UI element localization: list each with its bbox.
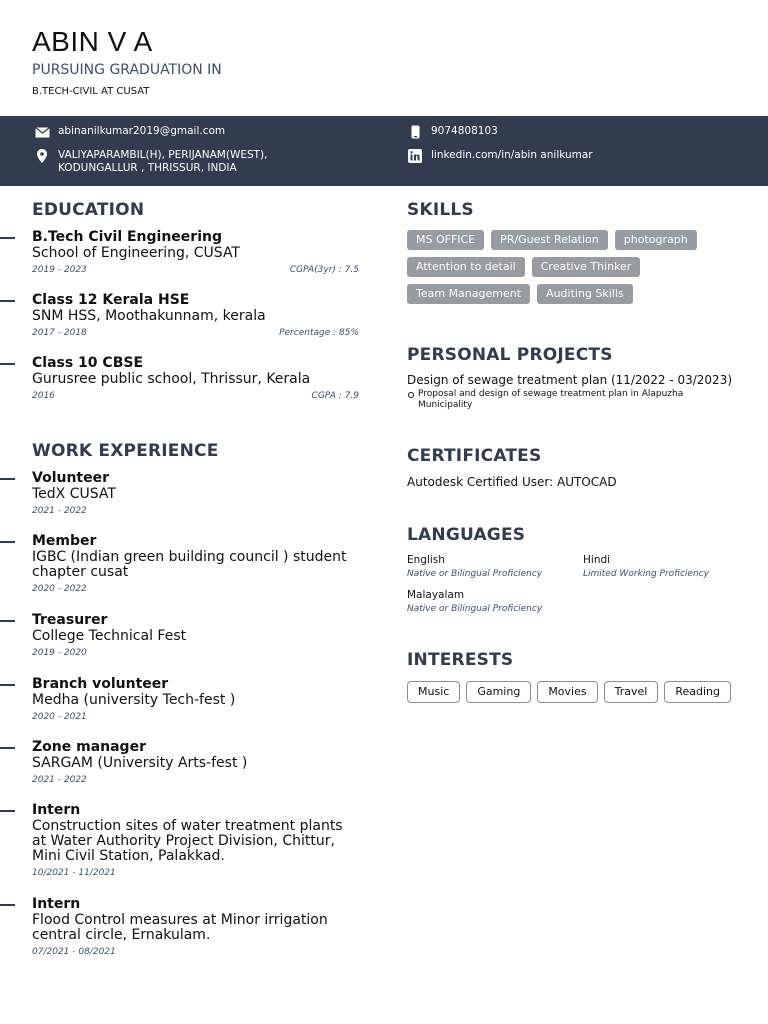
interests-heading: INTERESTS (407, 650, 514, 670)
education-grade: Percentage : 85% (279, 328, 359, 338)
work-item (32, 739, 359, 785)
timeline-marker (0, 620, 15, 622)
address-line-2: KODUNGALLUR , THRISSUR, INDIA (58, 162, 237, 174)
work-org: IGBC (Indian green building council ) student chapter cusat (32, 549, 347, 580)
work-org: Flood Control measures at Minor irrigation central circle, Ernakulam. (32, 912, 328, 943)
language-item (407, 589, 542, 614)
skill-tag: Creative Thinker (532, 257, 641, 277)
timeline-marker (0, 684, 15, 686)
work-dates-text: 07/2021 - 08/2021 (32, 947, 116, 957)
certificate-item: Autodesk Certified User: AUTOCAD (407, 475, 617, 489)
timeline-marker (0, 747, 15, 749)
work-role: Volunteer (32, 470, 110, 486)
contact-email[interactable] (34, 125, 225, 139)
timeline-marker (0, 541, 15, 543)
work-dates-text: 2021 - 2022 (32, 506, 87, 516)
interest-tag: Travel (604, 681, 659, 703)
work-dates-text: 10/2021 - 11/2021 (32, 868, 116, 878)
projects-heading: PERSONAL PROJECTS (407, 345, 613, 365)
timeline-marker (0, 810, 15, 812)
certificates-heading: CERTIFICATES (407, 446, 542, 466)
work-role: Intern (32, 896, 81, 912)
work-org: Medha (university Tech-fest ) (32, 692, 236, 708)
linkedin-text: linkedin.com/in/abin anilkumar (431, 149, 593, 161)
skill-tag: MS OFFICE (407, 230, 484, 250)
skill-tag: Attention to detail (407, 257, 525, 277)
contact-linkedin[interactable] (407, 149, 593, 163)
timeline-marker (0, 904, 15, 906)
resume-header (32, 26, 222, 97)
timeline-marker (0, 300, 15, 302)
education-item (32, 229, 359, 275)
education-degree: Class 10 CBSE (32, 355, 144, 371)
skill-tag: Auditing Skills (537, 284, 633, 304)
language-name: Hindi (583, 554, 611, 566)
work-role: Treasurer (32, 612, 108, 628)
phone-text: 9074808103 (431, 125, 498, 137)
project-bullet: Proposal and design of sewage treatment plan in Alapuzha Municipality (408, 389, 728, 411)
language-level: Native or Bilingual Proficiency (407, 604, 543, 614)
work-dates (32, 775, 359, 785)
language-level: Limited Working Proficiency (583, 569, 709, 579)
education-school: Gurusree public school, Thrissur, Kerala (32, 371, 311, 387)
work-role: Branch volunteer (32, 676, 169, 692)
phone-icon (407, 125, 423, 139)
work-org: SARGAM (University Arts-fest ) (32, 755, 248, 771)
email-text: abinanilkumar2019@gmail.com (58, 125, 226, 137)
contact-bar (0, 116, 768, 186)
skills-list (407, 230, 737, 311)
interest-tag: Music (407, 681, 460, 703)
candidate-name: ABIN V A (32, 26, 153, 57)
education-degree: Class 12 Kerala HSE (32, 292, 190, 308)
skill-tag: PR/Guest Relation (491, 230, 608, 250)
work-item (32, 676, 359, 722)
language-item (407, 554, 542, 579)
candidate-subtitle: PURSUING GRADUATION IN (32, 62, 222, 78)
education-meta (32, 328, 359, 338)
skills-heading: SKILLS (407, 200, 474, 220)
education-degree: B.Tech Civil Engineering (32, 229, 222, 245)
timeline-marker (0, 237, 15, 239)
education-school: SNM HSS, Moothakunnam, kerala (32, 308, 266, 324)
work-dates-text: 2019 - 2020 (32, 648, 87, 658)
work-role: Member (32, 533, 97, 549)
interest-tag: Reading (664, 681, 731, 703)
address-line-1: VALIYAPARAMBIL(H), PERIJANAM(WEST), (58, 149, 268, 161)
work-dates (32, 868, 359, 878)
work-dates (32, 648, 359, 658)
education-heading: EDUCATION (32, 200, 145, 220)
address-text (58, 149, 267, 175)
work-item (32, 802, 359, 878)
project-name: Design of sewage treatment plan (11/2022 - 03/2023) (407, 373, 733, 387)
education-dates: 2016 (32, 391, 55, 401)
languages-heading: LANGUAGES (407, 525, 526, 545)
contact-address (34, 149, 267, 175)
education-meta (32, 265, 359, 275)
location-pin-icon (34, 149, 50, 163)
work-dates (32, 506, 359, 516)
contact-phone[interactable] (407, 125, 498, 139)
education-school: School of Engineering, CUSAT (32, 245, 240, 261)
work-dates (32, 712, 359, 722)
work-item (32, 533, 359, 594)
work-item (32, 470, 359, 516)
work-org: TedX CUSAT (32, 486, 116, 502)
language-level: Native or Bilingual Proficiency (407, 569, 543, 579)
candidate-program: B.TECH-CIVIL AT CUSAT (32, 86, 150, 97)
work-org: Construction sites of water treatment plants at Water Authority Project Division, Chittur, Mini Civil Station, Palakkad. (32, 818, 343, 864)
work-item (32, 612, 359, 658)
work-dates-text: 2020 - 2021 (32, 712, 87, 722)
education-item (32, 355, 359, 401)
linkedin-icon (407, 149, 423, 163)
language-name: English (407, 554, 445, 566)
education-grade: CGPA : 7.9 (311, 391, 359, 401)
education-meta (32, 391, 359, 401)
work-dates-text: 2020 - 2022 (32, 584, 87, 594)
work-dates (32, 947, 359, 957)
skill-tag: photograph (615, 230, 697, 250)
email-icon (34, 125, 50, 139)
education-grade: CGPA(3yr) : 7.5 (289, 265, 359, 275)
interest-tag: Movies (537, 681, 597, 703)
education-dates: 2019 - 2023 (32, 265, 87, 275)
skill-tag: Team Management (407, 284, 530, 304)
work-dates (32, 584, 359, 594)
work-item (32, 896, 359, 957)
work-org: College Technical Fest (32, 628, 187, 644)
interests-list (407, 681, 737, 703)
language-item (583, 554, 709, 579)
timeline-marker (0, 363, 15, 365)
timeline-marker (0, 478, 15, 480)
education-item (32, 292, 359, 338)
interest-tag: Gaming (466, 681, 531, 703)
education-dates: 2017 - 2018 (32, 328, 87, 338)
work-role: Intern (32, 802, 81, 818)
work-dates-text: 2021 - 2022 (32, 775, 87, 785)
work-experience-heading: WORK EXPERIENCE (32, 441, 219, 461)
work-role: Zone manager (32, 739, 146, 755)
language-name: Malayalam (407, 589, 465, 601)
